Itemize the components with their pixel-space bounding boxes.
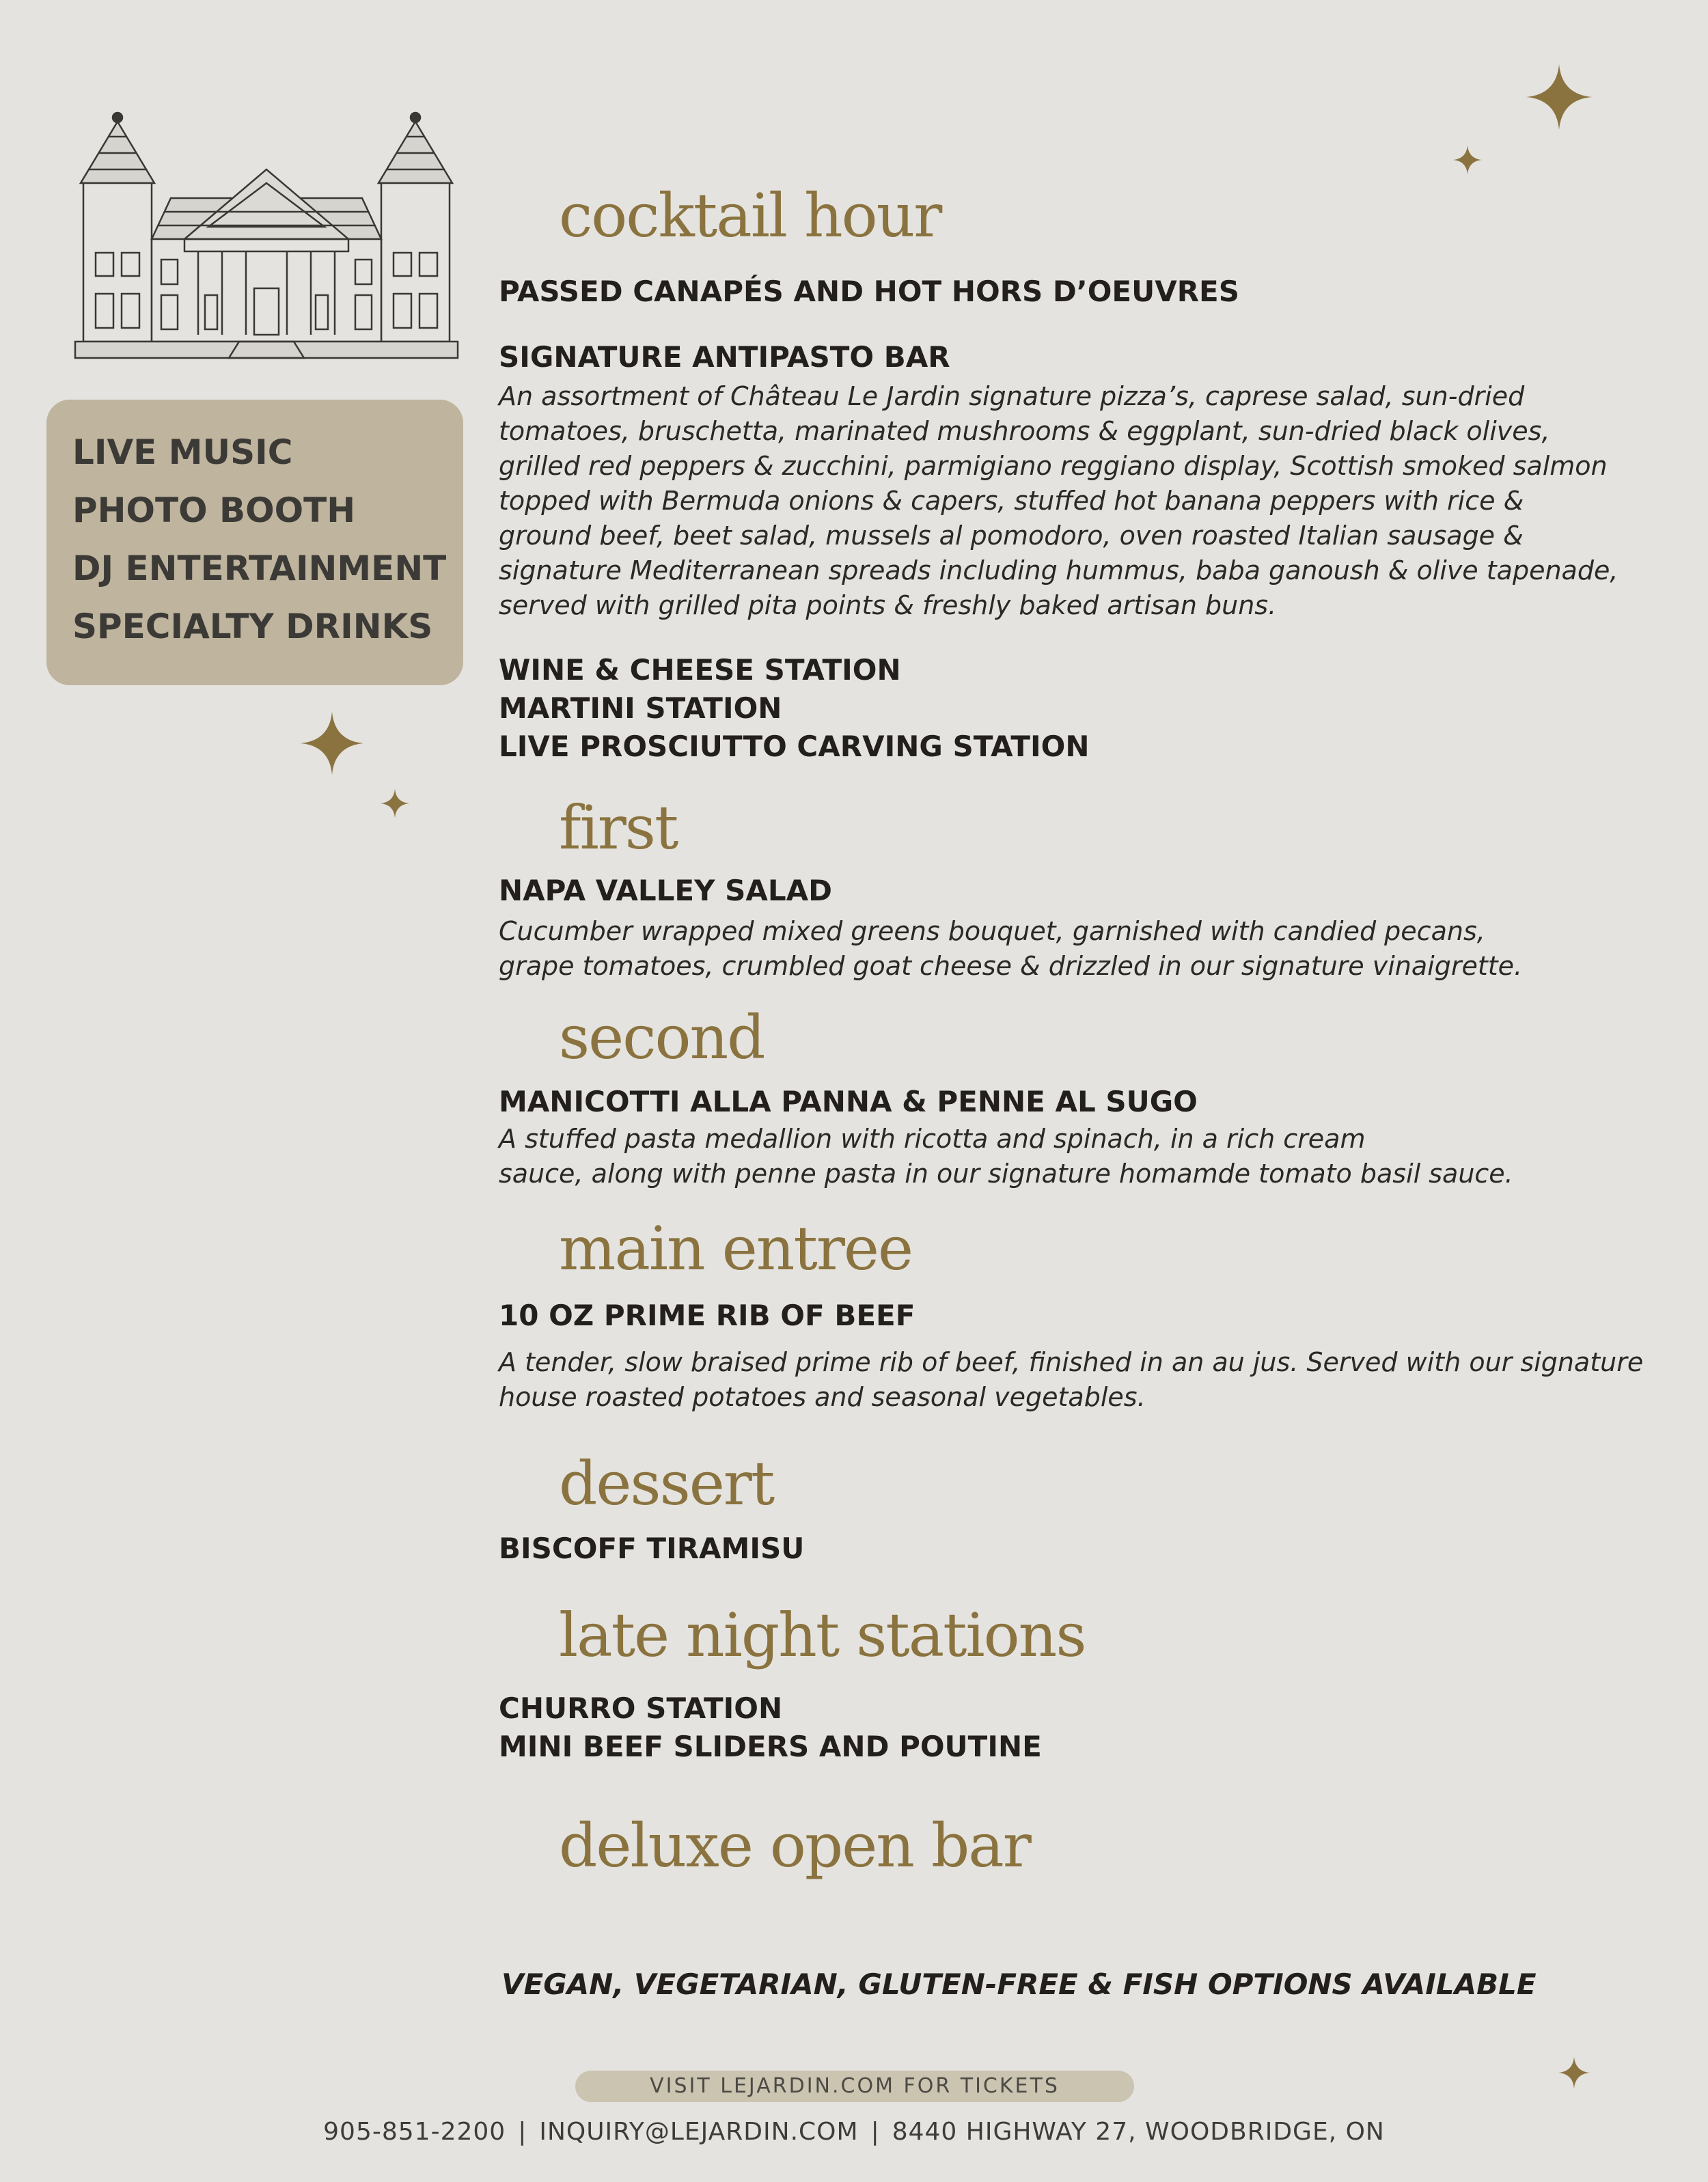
amenity-specialty-drinks: SPECIALTY DRINKS bbox=[72, 607, 433, 646]
first-description bbox=[499, 914, 1653, 984]
contact-info bbox=[0, 2118, 1708, 2146]
amenities-panel bbox=[46, 400, 463, 685]
description-line: grilled red peppers & zucchini, parmigiano reggiano display, Scottish smoked salmon bbox=[499, 451, 1608, 481]
section-heading-dessert: dessert bbox=[559, 1448, 774, 1519]
amenity-photo-booth: PHOTO BOOTH bbox=[72, 491, 356, 530]
email-address[interactable]: INQUIRY@LEJARDIN.COM bbox=[539, 2118, 859, 2146]
description-line: An assortment of Château Le Jardin signature pizza’s, caprese salad, sun-dried bbox=[499, 381, 1525, 411]
phone-number[interactable]: 905-851-2200 bbox=[323, 2118, 506, 2146]
section-heading-second: second bbox=[559, 1002, 765, 1073]
section-heading-deluxe-open-bar: deluxe open bar bbox=[559, 1810, 1030, 1881]
amenity-dj-entertainment: DJ ENTERTAINMENT bbox=[72, 549, 447, 588]
sparkle-star-icon bbox=[1558, 2056, 1590, 2089]
description-line: ground beef, beet salad, mussels al pomodoro, oven roasted Italian sausage & bbox=[499, 521, 1524, 551]
station-wine-cheese: WINE & CHEESE STATION bbox=[499, 653, 901, 687]
separator: | bbox=[518, 2118, 527, 2146]
menu-item-biscoff-tiramisu: BISCOFF TIRAMISU bbox=[499, 1532, 805, 1565]
amenity-live-music: LIVE MUSIC bbox=[72, 432, 293, 472]
menu-item-manicotti-penne: MANICOTTI ALLA PANNA & PENNE AL SUGO bbox=[499, 1085, 1198, 1118]
tickets-link[interactable]: VISIT LEJARDIN.COM FOR TICKETS bbox=[575, 2071, 1134, 2102]
description-line: A tender, slow braised prime rib of beef, finished in an au jus. Served with our signature bbox=[499, 1347, 1644, 1377]
menu-item-prime-rib: 10 OZ PRIME RIB OF BEEF bbox=[499, 1299, 915, 1332]
description-line: topped with Bermuda onions & capers, stuffed hot banana peppers with rice & bbox=[499, 486, 1524, 516]
description-line: sauce, along with penne pasta in our signature homamde tomato basil sauce. bbox=[499, 1159, 1513, 1189]
section-heading-first: first bbox=[559, 792, 678, 863]
description-line: served with grilled pita points & freshly baked artisan buns. bbox=[499, 590, 1277, 620]
station-churro: CHURRO STATION bbox=[499, 1691, 783, 1725]
sparkle-star-icon bbox=[1452, 145, 1483, 175]
second-description bbox=[499, 1122, 1653, 1191]
description-line: A stuffed pasta medallion with ricotta and spinach, in a rich cream bbox=[499, 1124, 1366, 1154]
antipasto-description bbox=[499, 379, 1653, 623]
sparkle-star-icon bbox=[1525, 63, 1593, 131]
description-line: grape tomatoes, crumbled goat cheese & drizzled in our signature vinaigrette. bbox=[499, 951, 1523, 981]
street-address: 8440 HIGHWAY 27, WOODBRIDGE, ON bbox=[892, 2118, 1385, 2146]
section-heading-cocktail-hour: cocktail hour bbox=[559, 180, 941, 251]
sparkle-star-icon bbox=[380, 788, 410, 818]
section-heading-main-entree: main entree bbox=[559, 1213, 913, 1284]
menu-item-passed-canapes: PASSED CANAPÉS AND HOT HORS D’OEUVRES bbox=[499, 275, 1239, 308]
section-heading-late-night-stations: late night stations bbox=[559, 1600, 1086, 1670]
description-line: signature Mediterranean spreads including hummus, baba ganoush & olive tapenade, bbox=[499, 555, 1619, 585]
separator: | bbox=[870, 2118, 880, 2146]
description-line: house roasted potatoes and seasonal vegetables. bbox=[499, 1382, 1146, 1412]
station-prosciutto: LIVE PROSCIUTTO CARVING STATION bbox=[499, 730, 1090, 763]
menu-item-antipasto-bar: SIGNATURE ANTIPASTO BAR bbox=[499, 340, 950, 374]
description-line: tomatoes, bruschetta, marinated mushrooms & eggplant, sun-dried black olives, bbox=[499, 416, 1550, 446]
station-martini: MARTINI STATION bbox=[499, 691, 782, 725]
dietary-options-notice: VEGAN, VEGETARIAN, GLUTEN-FREE & FISH OPTIONS AVAILABLE bbox=[501, 1967, 1537, 2001]
main-description bbox=[499, 1345, 1653, 1415]
chateau-illustration bbox=[68, 109, 465, 369]
menu-item-napa-valley-salad: NAPA VALLEY SALAD bbox=[499, 874, 833, 907]
description-line: Cucumber wrapped mixed greens bouquet, garnished with candied pecans, bbox=[499, 916, 1485, 946]
sparkle-star-icon bbox=[299, 710, 365, 776]
station-beef-sliders-poutine: MINI BEEF SLIDERS AND POUTINE bbox=[499, 1730, 1042, 1763]
